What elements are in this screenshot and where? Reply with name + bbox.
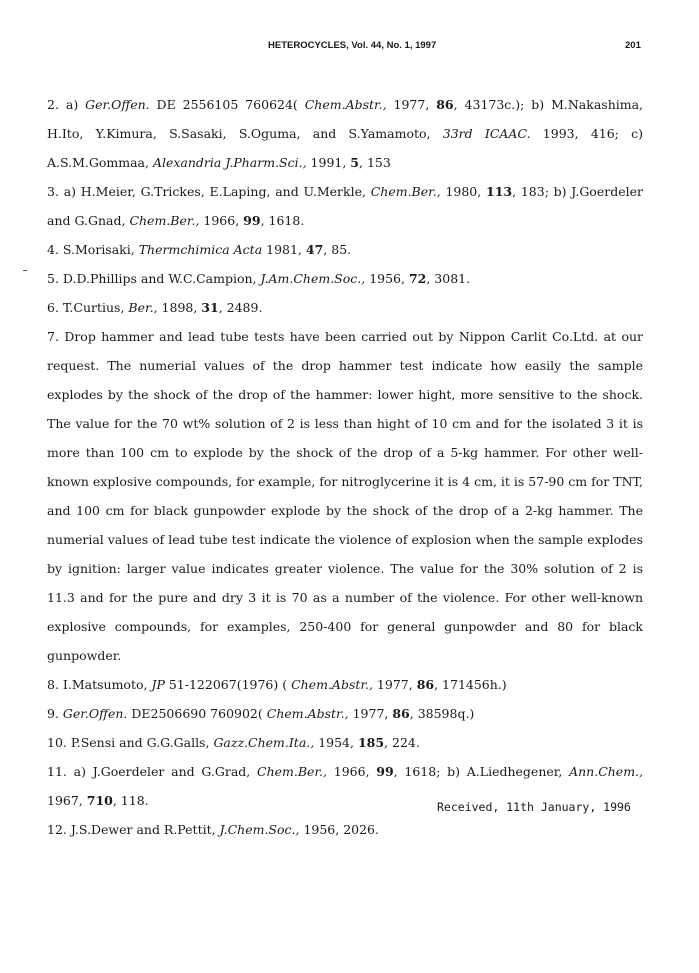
text-run: 1898, [157,300,202,315]
text-run: 1966, [199,213,244,228]
bold-run: 86 [392,706,410,721]
reference-number: 11. [47,764,67,779]
reference-item [47,177,643,235]
reference-item [47,264,643,293]
text-run: S.Morisaki, [62,242,139,257]
text-run: , 85. [323,242,352,257]
reference-number: 4. [47,242,59,257]
page-number: 201 [625,40,641,51]
text-run: 1956, 2026. [299,822,379,837]
reference-item [47,293,643,322]
text-run: , 38598q.) [409,706,475,721]
text-run: 1954, [314,735,358,750]
reference-number: 10. [47,735,67,750]
italic-run: J.Am.Chem.Soc., [260,271,366,286]
italic-run: Ber., [128,300,158,315]
reference-number: 12. [47,822,67,837]
reference-item [47,728,643,757]
bold-run: 47 [305,242,324,257]
text-run: DE2506690 760902( [127,706,267,721]
reference-number: 3. [47,184,59,199]
reference-text [47,329,643,663]
italic-run: Ger.Offen. [62,706,128,721]
text-run: , 43173c.); b) M.Nakashima, H.Ito, Y.Kimura, S.Sasaki, S.Oguma, and S.Yamamoto, [47,97,644,141]
reference-text [63,271,470,286]
text-run: 1967, [47,793,87,808]
reference-number: 5. [47,271,59,286]
reference-text [47,97,643,170]
reference-item [47,90,643,177]
text-run: 1977, [386,97,437,112]
italic-run: Ann.Chem., [569,764,644,779]
text-run: 1981, [262,242,306,257]
bold-run: 5 [350,155,359,170]
italic-run: Gazz.Chem.Ita., [213,735,315,750]
text-run: 1977, [348,706,393,721]
text-run: a) J.Goerdeler and G.Grad, [73,764,258,779]
text-run: , 3081. [426,271,471,286]
text-run: , 118. [112,793,149,808]
italic-run: Chem.Ber., [129,213,200,228]
text-run: P.Sensi and G.G.Galls, [70,735,214,750]
bold-run: 72 [408,271,427,286]
text-run: 1991, [306,155,351,170]
text-run: , 153 [359,155,391,170]
bold-run: 86 [436,97,454,112]
bold-run: 99 [376,764,394,779]
reference-text [71,822,379,837]
page-header [0,37,699,53]
reference-number: 2. [47,97,59,112]
reference-item [47,322,643,670]
text-run: , 224. [384,735,420,750]
text-run: a) H.Meier, G.Trickes, E.Laping, and U.Merkle, [63,184,371,199]
text-run: , 1618; b) A.Liedhegener, [393,764,570,779]
reference-text [63,242,351,257]
text-run: 1980, [440,184,486,199]
margin-mark [23,270,27,271]
italic-run: Ger.Offen. [85,97,150,112]
text-run: DE 2556105 760624( [149,97,305,112]
text-run: 51-122067(1976) ( [164,677,292,692]
text-run: 1993, 416; c) A.S.M.Gommaa, [47,126,644,170]
text-run: T.Curtius, [62,300,129,315]
italic-run: JP [151,677,165,692]
italic-run: Chem.Abstr., [304,97,387,112]
bold-run: 99 [243,213,261,228]
reference-item [47,235,643,264]
bold-run: 185 [357,735,385,750]
reference-item [47,670,643,699]
text-run: 1966, [327,764,377,779]
bold-run: 86 [416,677,435,692]
bold-run: 31 [201,300,219,315]
text-run: Drop hammer and lead tube tests have been carried out by Nippon Carlit Co.Ltd. at our request. The numerial values of the drop hammer test indicate how easily the sample explodes by the shock of the drop of the hammer: lower hight, more sensitive to the shock. The value for the 70 wt% solution of 2 is less than hight of 10 cm and for the isolated 3 it is more than 100 cm to explode by the shock of the drop of a 5-kg hammer. For other well-known explosive compounds, for example, for nitroglycerine it is 4 cm, it is 57-90 cm for TNT, and 100 cm for black gunpowder explode by the shock of the drop of a 2-kg hammer. The numerial values of lead tube test indicate the violence of explosion when the sample explodes by ignition: larger value indicates greater violence. The value for the 30% solution of 2 is 11.3 and for the pure and dry 3 it is 70 as a number of the violence. For other well-known explosive compounds, for examples, 250-400 for general gunpowder and 80 for black gunpowder. [47,329,643,663]
reference-number: 9. [47,706,59,721]
reference-item [47,815,643,844]
italic-run: Chem.Abstr., [266,706,349,721]
reference-text [63,300,263,315]
text-run: a) [65,97,86,112]
text-run: 1977, [372,677,417,692]
text-run: 1956, [365,271,409,286]
italic-run: 33rd ICAAC. [442,126,531,141]
bold-run: 710 [86,793,113,808]
text-run: , 2489. [218,300,263,315]
reference-number: 7. [47,329,59,344]
text-run: D.D.Phillips and W.C.Campion, [62,271,261,286]
reference-item [47,699,643,728]
reference-list [47,90,643,844]
journal-citation: HETEROCYCLES, Vol. 44, No. 1, 1997 [268,40,437,51]
reference-number: 6. [47,300,59,315]
italic-run: Chem.Ber., [257,764,327,779]
reference-text [71,735,420,750]
text-run: I.Matsumoto, [62,677,152,692]
reference-text [63,677,507,692]
text-run: , 1618. [260,213,305,228]
text-run: , 171456h.) [434,677,507,692]
bold-run: 113 [486,184,513,199]
italic-run: Alexandria J.Pharm.Sci., [152,155,307,170]
reference-text [47,184,643,228]
text-run: , 183; b) J.Goerdeler and G.Gnad, [47,184,643,228]
reference-text [63,706,474,721]
text-run: J.S.Dewer and R.Pettit, [70,822,220,837]
italic-run: Chem.Abstr., [291,677,373,692]
italic-run: Thermchimica Acta [138,242,263,257]
italic-run: Chem.Ber., [370,184,441,199]
received-date: Received, 11th January, 1996 [437,800,631,814]
italic-run: J.Chem.Soc., [219,822,300,837]
reference-number: 8. [47,677,59,692]
